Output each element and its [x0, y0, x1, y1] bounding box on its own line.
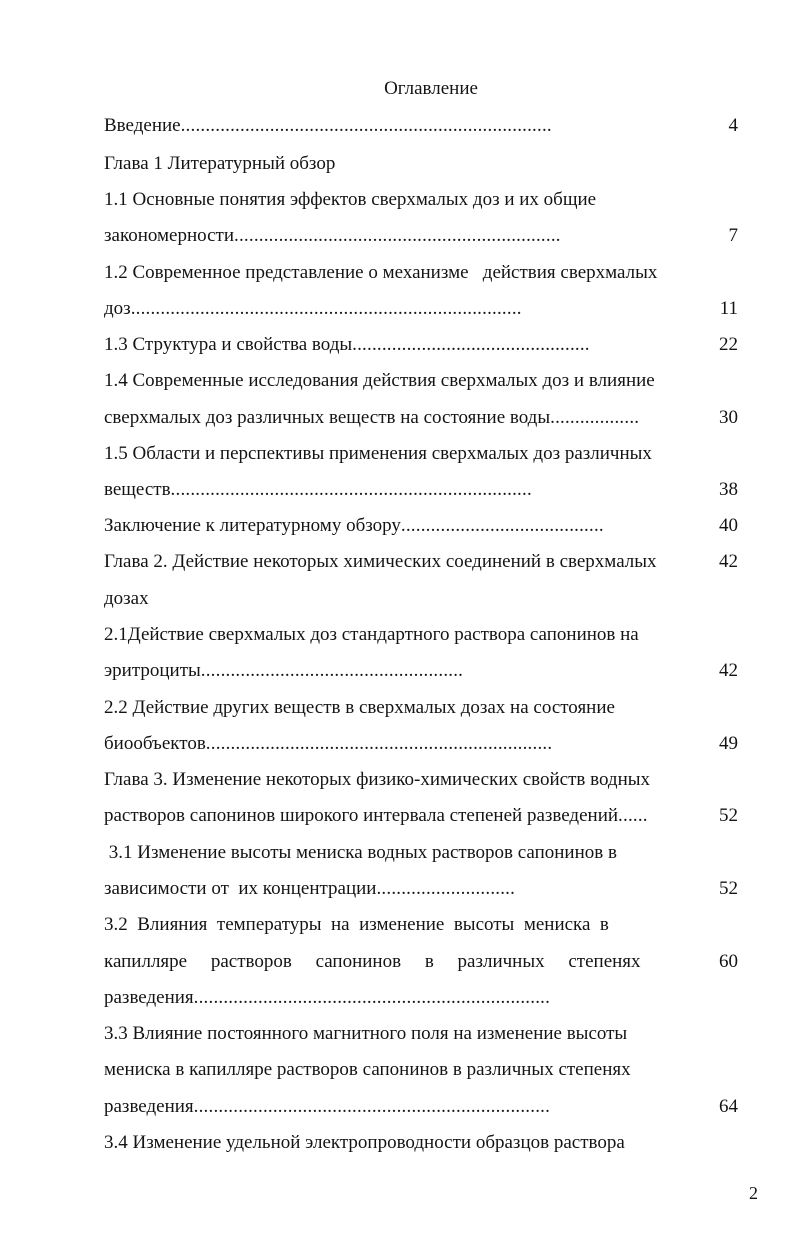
toc-entry-text: Глава 3. Изменение некоторых физико-химических свойств водных — [104, 769, 651, 790]
toc-entry-text: Введение — [104, 115, 181, 136]
toc-entry — [104, 841, 684, 865]
toc-entry-text: 1.5 Области и перспективы применения сверхмалых доз различных — [104, 443, 652, 464]
toc-entry — [104, 297, 684, 321]
toc-entry-text: Заключение к литературному обзору — [104, 515, 401, 536]
toc-entry-text: разведения — [104, 987, 194, 1008]
toc-entry-page: 11 — [719, 298, 738, 319]
toc-entry-leader: ........................................................................... — [180, 115, 552, 136]
toc-entry — [104, 768, 684, 792]
toc-entry-page: 64 — [719, 1096, 738, 1117]
toc-entry-leader: ........................................................................ — [193, 987, 551, 1008]
toc-entry-page: 22 — [719, 334, 738, 355]
toc-entry-page: 60 — [719, 951, 738, 972]
toc-entry — [104, 696, 684, 720]
toc-entry-text: эритроциты — [104, 660, 201, 681]
toc-entry — [104, 732, 684, 756]
toc-entry-leader: ................................................ — [352, 334, 590, 355]
toc-entry — [104, 1022, 684, 1046]
toc-entry-text: 3.3 Влияние постоянного магнитного поля на изменение высоты — [104, 1023, 628, 1044]
toc-entry-text: 3.4 Изменение удельной электропроводности образцов раствора — [104, 1132, 625, 1153]
toc-entry-text: 1.4 Современные исследования действия сверхмалых доз и влияние — [104, 370, 655, 391]
toc-entry-page: 7 — [728, 225, 738, 246]
toc-entry-text: 2.2 Действие других веществ в сверхмалых дозах на состояние — [104, 697, 615, 718]
toc-entry-text: закономерности — [104, 225, 235, 246]
toc-entry — [104, 550, 684, 574]
toc-entry-leader: .................. — [550, 407, 640, 428]
toc-entry-page: 49 — [719, 733, 738, 754]
toc-entry-text: доз — [104, 298, 131, 319]
toc-entry — [104, 478, 684, 502]
toc-entry — [104, 659, 684, 683]
toc-entry-page: 30 — [719, 407, 738, 428]
toc-entry-text: 1.3 Структура и свойства воды — [104, 334, 353, 355]
toc-entry-leader: .................................................................. — [234, 225, 561, 246]
toc-entry-leader: ............................ — [376, 878, 516, 899]
toc-entry-page: 38 — [719, 479, 738, 500]
toc-entry-text: Глава 2. Действие некоторых химических соединений в сверхмалых — [104, 551, 657, 572]
toc-entry-text: капилляре растворов сапонинов в различных степенях — [104, 951, 641, 972]
toc-entry-page: 40 — [719, 515, 738, 536]
toc-entry-text: Глава 1 Литературный обзор — [104, 153, 336, 174]
toc-entry-page: 42 — [719, 660, 738, 681]
page-number: 2 — [749, 1183, 758, 1203]
toc-entry — [104, 514, 684, 538]
toc-entry-text: дозах — [104, 588, 149, 609]
toc-entry-page: 52 — [719, 878, 738, 899]
toc-entry-leader: ...... — [618, 805, 648, 826]
toc-entry-text: зависимости от их концентрации — [104, 878, 377, 899]
toc-entry — [104, 1095, 684, 1119]
toc-entry — [104, 950, 684, 974]
toc-entry-text: сверхмалых доз различных веществ на состояние воды — [104, 407, 551, 428]
toc-entry-text: мениска в капилляре растворов сапонинов в различных степенях — [104, 1059, 631, 1080]
toc-entry-leader: ............................................................................... — [130, 298, 522, 319]
toc-entry — [104, 188, 684, 212]
toc-entry-text: 3.1 Изменение высоты мениска водных растворов сапонинов в — [104, 842, 617, 863]
toc-entry-leader: ..................................................... — [200, 660, 464, 681]
toc-entry — [104, 114, 684, 138]
toc-entry-page: 42 — [719, 551, 738, 572]
toc-entry — [104, 1058, 684, 1082]
toc-entry-leader: ........................................................................ — [193, 1096, 551, 1117]
toc-entry-text: 1.2 Современное представление о механизме действия сверхмалых — [104, 262, 658, 283]
toc-entry — [104, 804, 684, 828]
toc-entry — [104, 224, 684, 248]
toc-entry-leader: ......................................... — [400, 515, 604, 536]
toc-entry — [104, 369, 684, 393]
toc-entry-leader: ......................................................................... — [170, 479, 532, 500]
toc-entry — [104, 152, 684, 176]
toc-entry-text: биообъектов — [104, 733, 206, 754]
toc-entry-text: разведения — [104, 1096, 194, 1117]
toc-entry-text: 2.1Действие сверхмалых доз стандартного раствора сапонинов на — [104, 624, 639, 645]
toc-entry — [104, 877, 684, 901]
toc-entry-leader: ...................................................................... — [205, 733, 553, 754]
toc-entry — [104, 406, 684, 430]
toc-entry — [104, 442, 684, 466]
toc-entry — [104, 1131, 684, 1155]
toc-entry — [104, 333, 684, 357]
toc-entry — [104, 261, 684, 285]
toc-entry — [104, 913, 684, 937]
toc-entry — [104, 623, 684, 647]
toc-entry-text: веществ — [104, 479, 171, 500]
toc-title: Оглавление — [384, 78, 478, 99]
toc-entry-text: растворов сапонинов широкого интервала степеней разведений — [104, 805, 619, 826]
toc-entry — [104, 986, 684, 1010]
toc-entry — [104, 587, 684, 611]
toc-entry-text: 3.2 Влияния температуры на изменение высоты мениска в — [104, 914, 609, 935]
toc-entry-page: 4 — [728, 115, 738, 136]
toc-entry-page: 52 — [719, 805, 738, 826]
toc-entry-text: 1.1 Основные понятия эффектов сверхмалых доз и их общие — [104, 189, 597, 210]
